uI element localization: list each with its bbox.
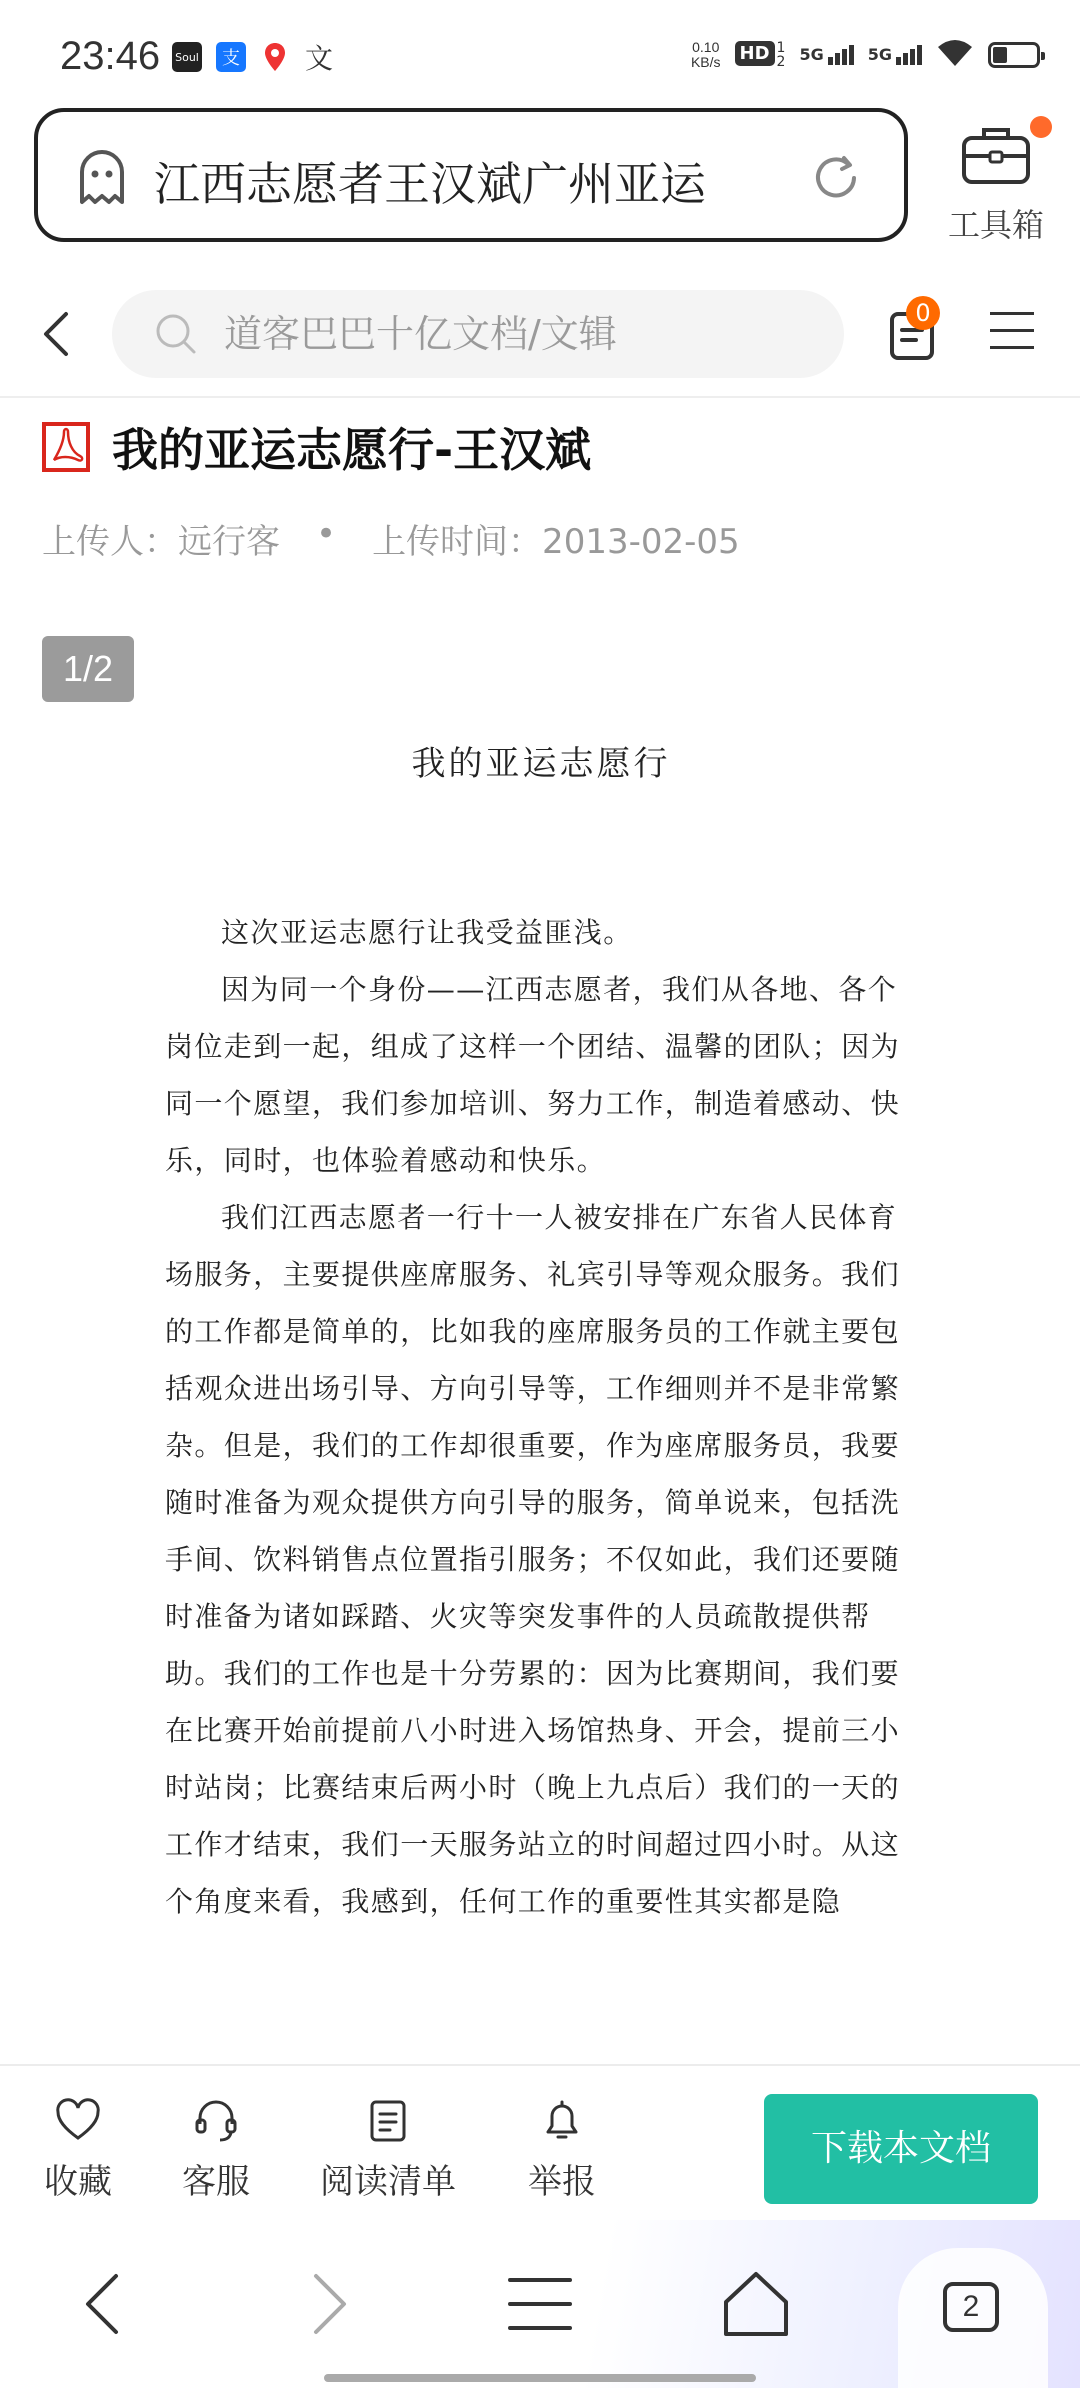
signal-2-icon: 5G xyxy=(868,45,922,65)
site-search-box[interactable] xyxy=(112,290,844,378)
back-chevron-icon[interactable] xyxy=(36,304,76,364)
document-title: 我的亚运志愿行-王汉斌 xyxy=(112,423,592,477)
toolbox-button[interactable] xyxy=(936,118,1056,248)
report-button[interactable]: 举报 xyxy=(522,2096,602,2203)
upload-time: 上传时间：2013-02-05 xyxy=(372,522,740,562)
tabs-button[interactable] xyxy=(898,2248,1048,2388)
forward-icon[interactable] xyxy=(290,2268,362,2340)
briefcase-icon xyxy=(960,122,1032,186)
network-speed: 0.10 KB/s xyxy=(690,39,721,70)
favorite-button[interactable]: 收藏 xyxy=(38,2096,118,2203)
search-icon xyxy=(154,312,198,356)
back-icon[interactable] xyxy=(70,2268,142,2340)
wenku-app-icon: 文 xyxy=(304,42,333,75)
document-title-row xyxy=(42,414,591,480)
meta-separator: • xyxy=(316,514,337,554)
status-bar xyxy=(0,0,1080,100)
reload-icon[interactable] xyxy=(808,150,864,206)
paragraph: 因为同一个身份——江西志愿者，我们从各地、各个岗位走到一起，组成了这样一个团结、温馨的团队；因为同一个愿望，我们参加培训、努力工作，制造着感动、快乐，同时，也体验着感动和快乐。 xyxy=(165,973,901,1177)
heart-icon xyxy=(54,2096,102,2144)
paragraph: 这次亚运志愿行让我受益匪浅。 xyxy=(221,916,633,949)
cart-count-badge: 0 xyxy=(906,296,940,330)
paragraph: 我们江西志愿者一行十一人被安排在广东省人民体育场服务，主要提供座席服务、礼宾引导等观众服务。我们的工作都是简单的，比如我的座席服务员的工作就主要包括观众进出场引导、方向引导等，工作细则并不是非常繁杂。但是，我们的工作却很重要，作为座席服务员，我要随时准备为观众提供方向引导的服务，简单说来，包括洗手间、饮料销售点位置指引服务；不仅如此，我们还要随时准备为诸如踩踏、火灾等突发事件的人员疏散提供帮助。我们的工作也是十分劳累的：因为比赛期间，我们要在比赛开始前提前八小时进入场馆热身、开会，提前三小时站岗；比赛结束后两小时（晚上九点后）我们的一天的工作才结束，我们一天服务站立的时间超过四小时。从这个角度来看，我感到，任何工作的重要性其实都是隐 xyxy=(165,1201,901,1918)
document-body xyxy=(165,726,917,1930)
notification-dot xyxy=(1030,116,1052,138)
map-pin-icon xyxy=(260,42,290,72)
browser-url-bar[interactable] xyxy=(34,108,908,242)
ghost-icon xyxy=(72,146,132,206)
battery-icon xyxy=(988,42,1040,68)
uploader[interactable]: 上传人：远行客 xyxy=(42,522,280,562)
wifi-icon xyxy=(936,38,974,72)
browser-bottom-nav xyxy=(0,2220,1080,2388)
customer-service-button[interactable]: 客服 xyxy=(176,2096,256,2203)
system-indicators xyxy=(691,38,1040,72)
alipay-app-icon: 支 xyxy=(216,42,246,72)
hd-voice-indicator: HD 1 2 xyxy=(735,41,786,69)
tab-count: 2 xyxy=(943,2282,999,2332)
pdf-icon xyxy=(42,422,90,472)
reading-list-button[interactable]: 阅读清单 xyxy=(318,2096,458,2203)
download-document-button[interactable]: 下载本文档 xyxy=(764,2094,1038,2204)
headset-icon xyxy=(192,2096,240,2144)
document-meta xyxy=(42,514,740,563)
url-text[interactable]: 江西志愿者王汉斌广州亚运 xyxy=(154,157,706,211)
status-time: 23:46 xyxy=(60,34,161,78)
home-icon[interactable] xyxy=(720,2268,792,2340)
home-indicator[interactable] xyxy=(324,2374,756,2382)
site-search-input[interactable] xyxy=(224,290,824,378)
list-icon xyxy=(364,2096,412,2144)
signal-1-icon: 5G xyxy=(799,45,853,65)
soul-app-icon: Soul xyxy=(172,42,202,72)
toolbox-label: 工具箱 xyxy=(947,206,1044,244)
menu-icon[interactable] xyxy=(990,312,1034,352)
page-indicator: 1/2 xyxy=(42,636,134,702)
document-action-bar xyxy=(0,2064,1080,2220)
document-heading: 我的亚运志愿行 xyxy=(411,744,671,784)
bell-icon xyxy=(538,2096,586,2144)
notification-icons xyxy=(172,42,334,75)
menu-lines-icon[interactable] xyxy=(504,2268,576,2340)
site-header xyxy=(0,270,1080,398)
